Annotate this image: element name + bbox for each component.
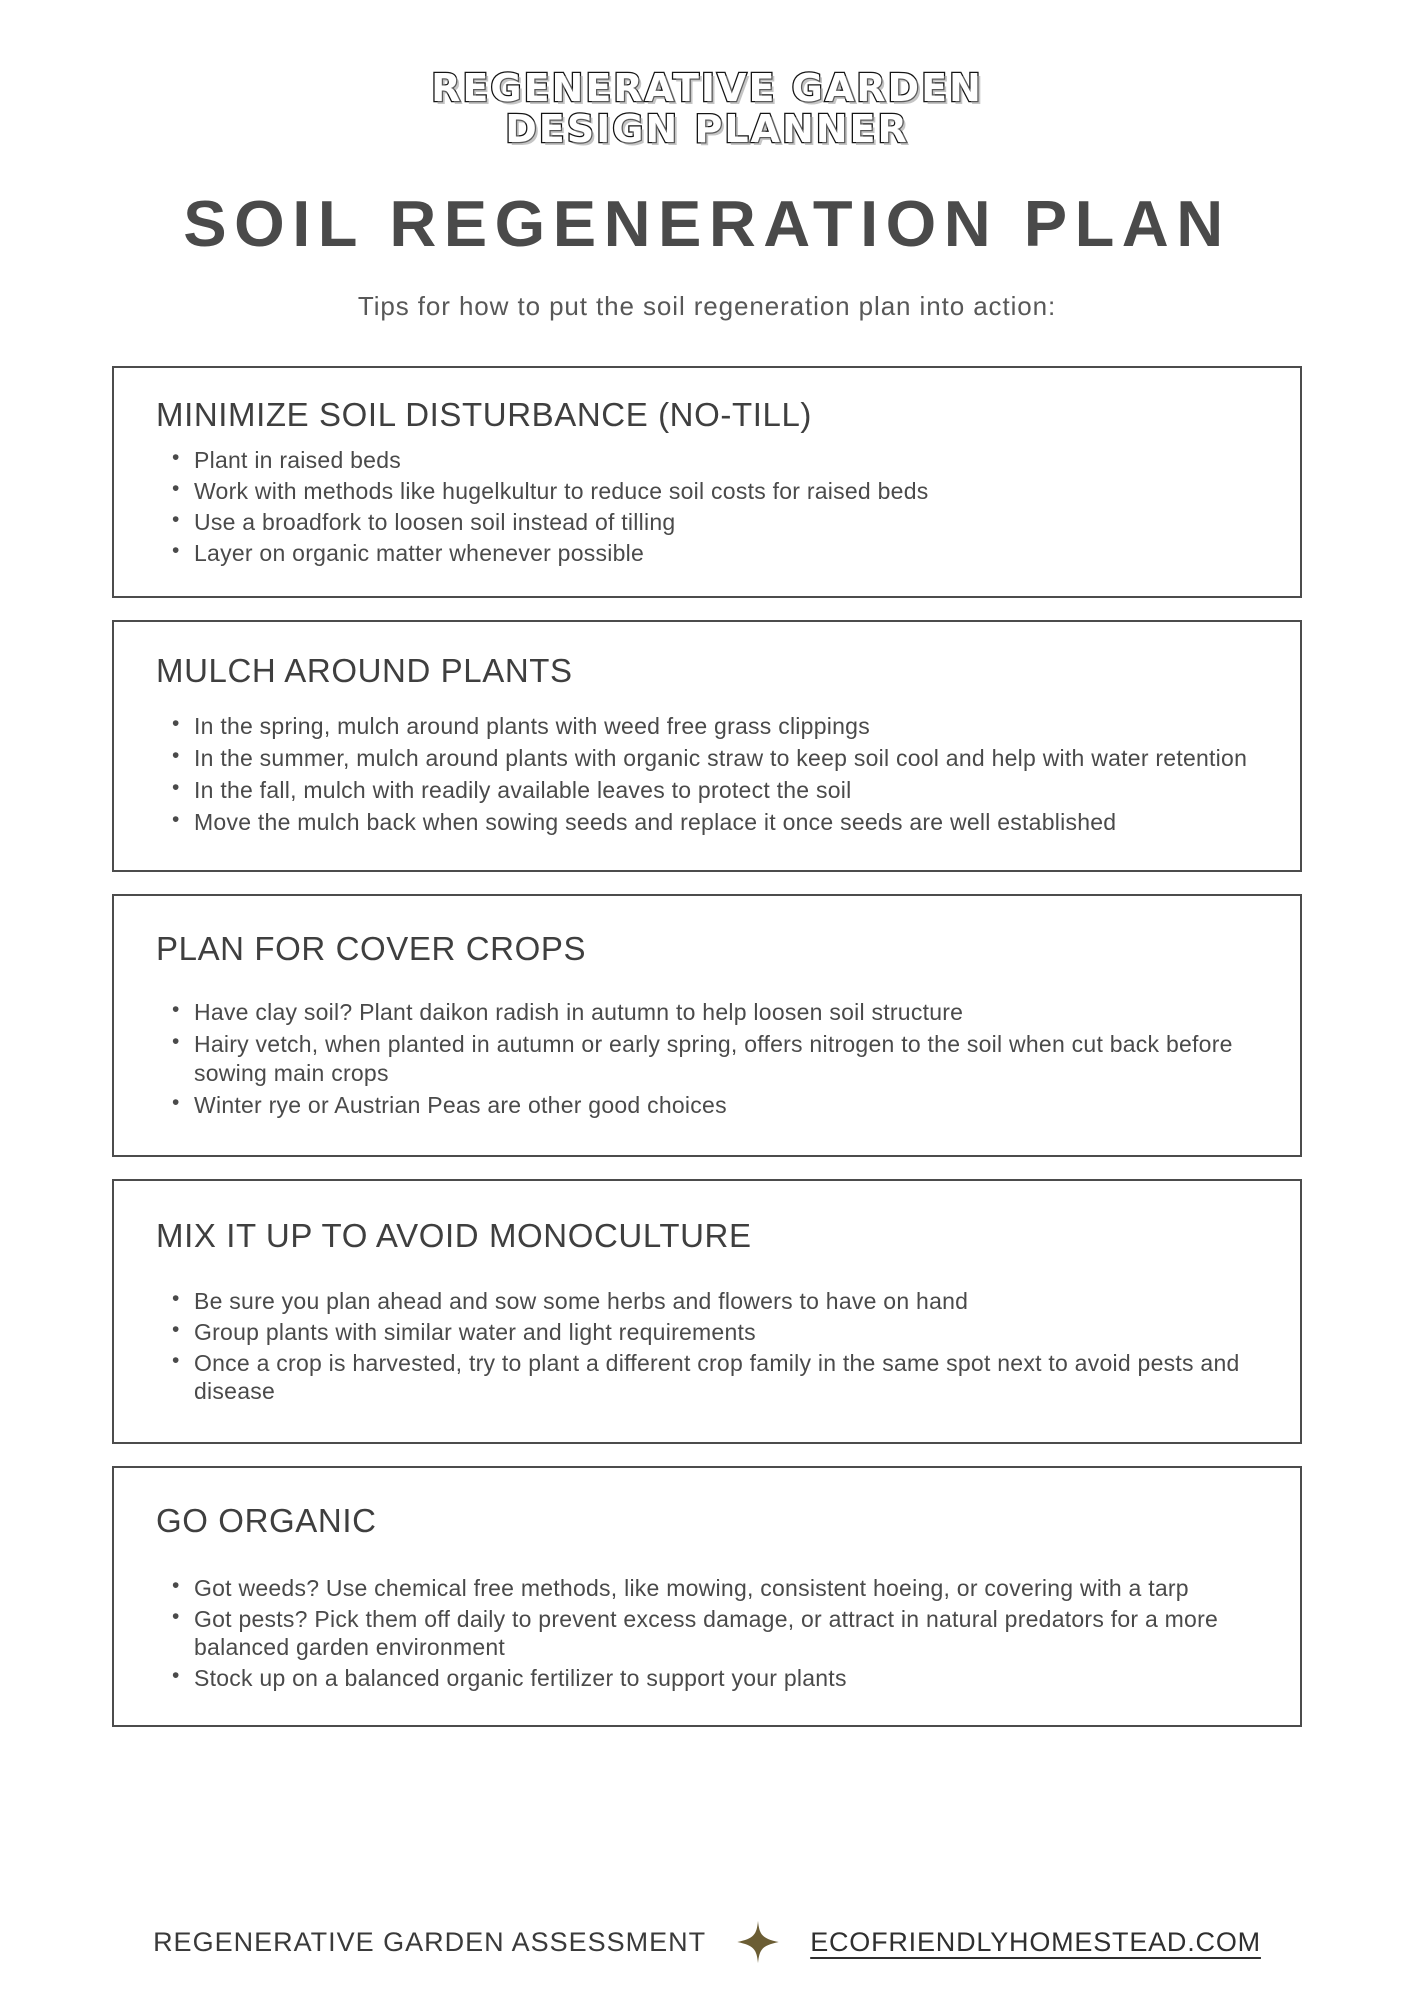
section-mix-it-up-to-avoid-monoculture bbox=[112, 1179, 1302, 1444]
list-item: • Group plants with similar water and light requirements bbox=[156, 1318, 1258, 1346]
section-bullets bbox=[156, 1287, 1258, 1405]
list-item: • In the summer, mulch around plants with organic straw to keep soil cool and help with water retention bbox=[156, 744, 1258, 772]
brand-line-1: REGENERATIVE GARDEN bbox=[431, 66, 983, 110]
section-bullets bbox=[156, 998, 1258, 1118]
four-point-star-icon bbox=[736, 1920, 780, 1964]
list-item: • Stock up on a balanced organic fertilizer to support your plants bbox=[156, 1664, 1258, 1692]
list-item: • Got weeds? Use chemical free methods, like mowing, consistent hoeing, or covering with a tarp bbox=[156, 1574, 1258, 1602]
list-item: • Once a crop is harvested, try to plant a different crop family in the same spot next to avoid pests and disease bbox=[156, 1349, 1258, 1405]
footer-label: REGENERATIVE GARDEN ASSESSMENT bbox=[153, 1926, 707, 1957]
list-item: • Winter rye or Austrian Peas are other good choices bbox=[156, 1091, 1258, 1119]
section-bullets bbox=[156, 712, 1258, 836]
section-heading: PLAN FOR COVER CROPS bbox=[156, 930, 587, 968]
list-item: • Layer on organic matter whenever possible bbox=[156, 539, 1258, 567]
section-minimize-soil-disturbance bbox=[112, 366, 1302, 598]
list-item: • Got pests? Pick them off daily to prevent excess damage, or attract in natural predators for a more balanced garden environment bbox=[156, 1605, 1258, 1661]
list-item: • Hairy vetch, when planted in autumn or early spring, offers nitrogen to the soil when cut back before sowing main crops bbox=[156, 1030, 1258, 1086]
section-heading: MINIMIZE SOIL DISTURBANCE (NO-TILL) bbox=[156, 396, 812, 434]
section-heading: GO ORGANIC bbox=[156, 1501, 377, 1539]
list-item: • Use a broadfork to loosen soil instead of tilling bbox=[156, 508, 1258, 536]
section-mulch-around-plants bbox=[112, 620, 1302, 872]
brand-header bbox=[0, 0, 1414, 150]
list-item: • Be sure you plan ahead and sow some herbs and flowers to have on hand bbox=[156, 1287, 1258, 1315]
page-title: SOIL REGENERATION PLAN bbox=[183, 187, 1231, 261]
list-item: • Plant in raised beds bbox=[156, 446, 1258, 474]
list-item: • Work with methods like hugelkultur to reduce soil costs for raised beds bbox=[156, 477, 1258, 505]
section-go-organic bbox=[112, 1466, 1302, 1727]
list-item: • Have clay soil? Plant daikon radish in autumn to help loosen soil structure bbox=[156, 998, 1258, 1026]
section-heading: MULCH AROUND PLANTS bbox=[156, 652, 573, 690]
brand-line-2: DESIGN PLANNER bbox=[505, 107, 909, 152]
section-plan-for-cover-crops bbox=[112, 894, 1302, 1156]
section-bullets bbox=[156, 1574, 1258, 1692]
page-footer bbox=[0, 1920, 1414, 1964]
list-item: • In the spring, mulch around plants with weed free grass clippings bbox=[156, 712, 1258, 740]
list-item: • Move the mulch back when sowing seeds and replace it once seeds are well established bbox=[156, 808, 1258, 836]
footer-website-link[interactable]: ECOFRIENDLYHOMESTEAD.COM bbox=[810, 1926, 1261, 1957]
sections-list bbox=[112, 322, 1302, 1727]
section-heading: MIX IT UP TO AVOID MONOCULTURE bbox=[156, 1216, 752, 1254]
section-bullets bbox=[156, 446, 1258, 567]
page-subtitle: Tips for how to put the soil regeneration plan into action: bbox=[357, 291, 1057, 322]
list-item: • In the fall, mulch with readily available leaves to protect the soil bbox=[156, 776, 1258, 804]
